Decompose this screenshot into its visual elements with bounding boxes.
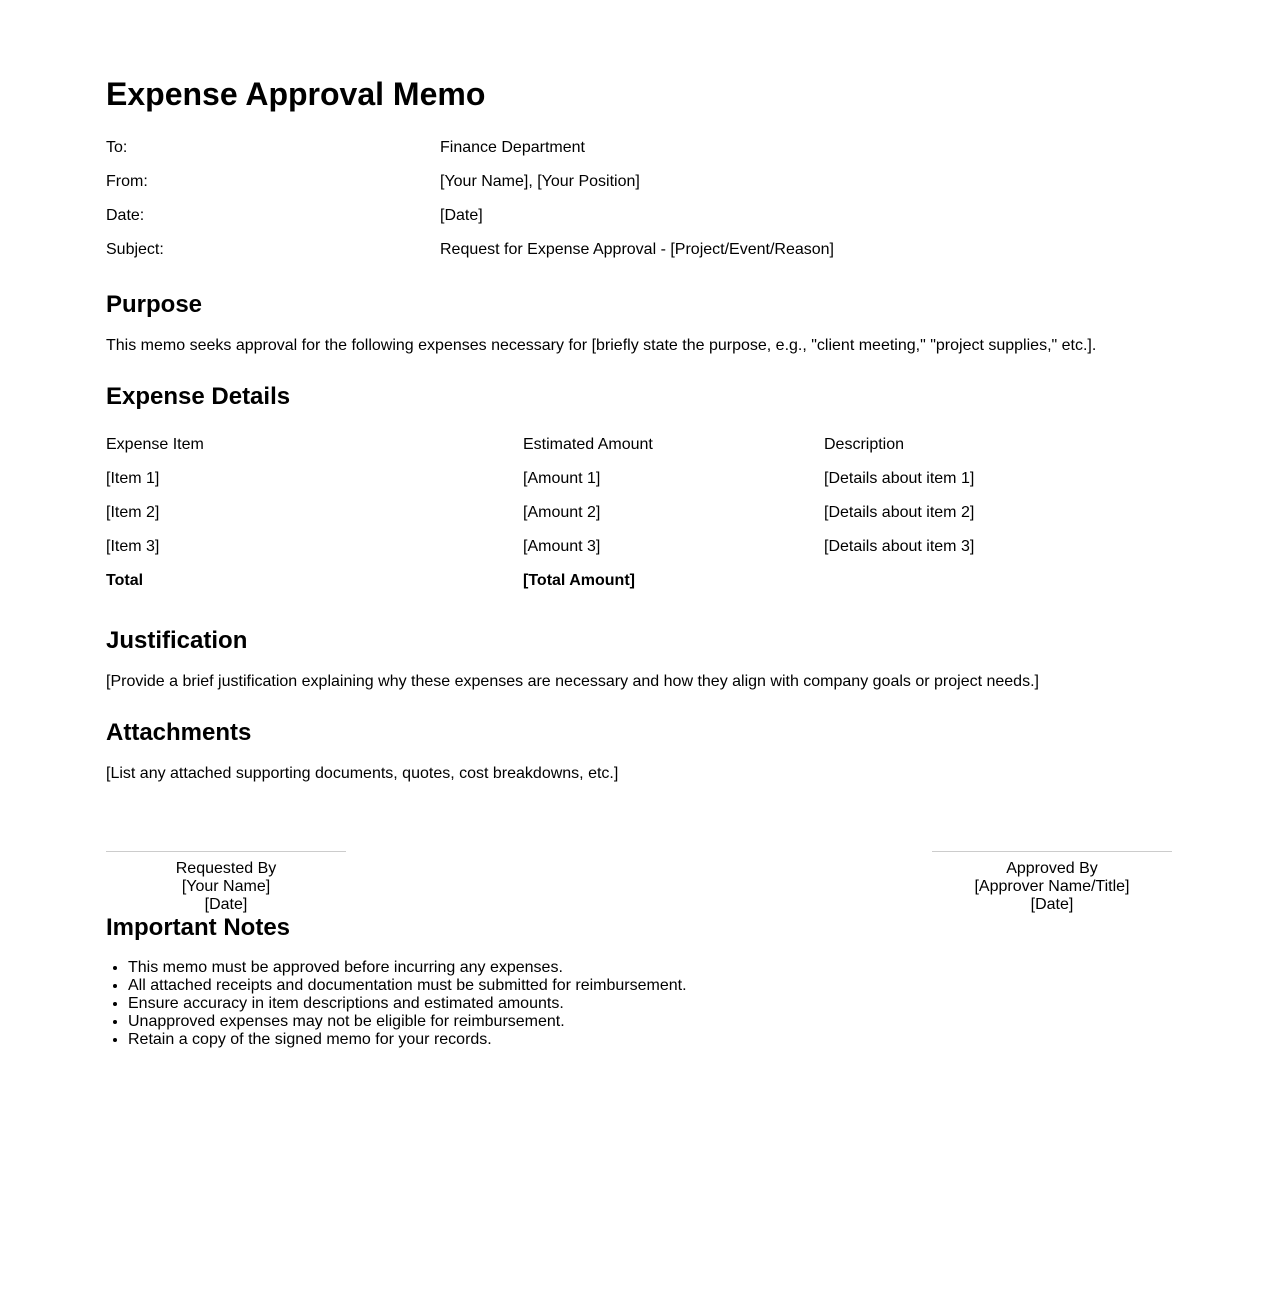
important-notes-list (106, 959, 687, 1049)
header-field-value: [Your Name], [Your Position] (440, 173, 640, 190)
column-header-estimated-amount: Estimated Amount (523, 436, 653, 453)
list-item: • Unapproved expenses may not be eligible for reimbursement. (128, 1013, 687, 1031)
table-row (106, 462, 1172, 496)
memo-title: Expense Approval Memo (106, 76, 486, 112)
column-header-expense-item: Expense Item (106, 436, 204, 453)
list-item: • This memo must be approved before incurring any expenses. (128, 959, 687, 977)
memo-header-fields (106, 131, 1172, 267)
header-field-row (106, 165, 1172, 199)
attachments-text: [List any attached supporting documents, quotes, cost breakdowns, etc.] (106, 765, 619, 782)
header-field-label: To: (106, 139, 128, 156)
table-row (106, 496, 1172, 530)
expense-amount-cell: [Amount 2] (523, 504, 601, 521)
column-header-description: Description (824, 436, 905, 453)
header-field-row (106, 199, 1172, 233)
expense-description-cell: [Details about item 1] (824, 470, 975, 487)
expense-table-header (106, 428, 1172, 462)
signature-role: Requested By (175, 860, 277, 877)
list-item: • All attached receipts and documentation must be submitted for reimbursement. (128, 977, 687, 995)
expense-details-heading: Expense Details (106, 383, 291, 410)
expense-description-cell: [Details about item 2] (824, 504, 975, 521)
expense-table (106, 428, 1172, 598)
signature-name: [Approver Name/Title] (974, 878, 1130, 895)
important-notes-heading: Important Notes (106, 914, 291, 941)
header-field-value: [Date] (440, 207, 483, 224)
total-amount: [Total Amount] (523, 572, 635, 589)
header-field-label: From: (106, 173, 148, 190)
expense-amount-cell: [Amount 1] (523, 470, 601, 487)
total-row (106, 564, 1172, 598)
list-item: • Ensure accuracy in item descriptions and estimated amounts. (128, 995, 687, 1013)
list-item: • Retain a copy of the signed memo for your records. (128, 1031, 687, 1049)
signature-name: [Your Name] (181, 878, 271, 895)
signature-date: [Date] (204, 896, 248, 913)
expense-item-cell: [Item 3] (106, 538, 160, 555)
signature-role: Approved By (1006, 860, 1098, 877)
total-description-cell (824, 564, 1172, 598)
expense-item-cell: [Item 1] (106, 470, 160, 487)
justification-text: [Provide a brief justification explaining why these expenses are necessary and how they align with company goals or project needs.] (106, 673, 1039, 690)
header-field-label: Subject: (106, 241, 164, 258)
purpose-text: This memo seeks approval for the following expenses necessary for [briefly state the purpose, e.g., "client meeting," "project supplies," etc.]. (106, 337, 1097, 354)
expense-amount-cell: [Amount 3] (523, 538, 601, 555)
header-field-value: Finance Department (440, 139, 585, 156)
requested-by-signature (106, 851, 346, 914)
signature-date: [Date] (1030, 896, 1074, 913)
purpose-heading: Purpose (106, 291, 203, 318)
attachments-heading: Attachments (106, 719, 252, 746)
total-label: Total (106, 572, 144, 589)
expense-item-cell: [Item 2] (106, 504, 160, 521)
header-field-label: Date: (106, 207, 145, 224)
header-field-value: Request for Expense Approval - [Project/Event/Reason] (440, 241, 834, 258)
approved-by-signature (932, 851, 1172, 914)
justification-heading: Justification (106, 627, 248, 654)
header-field-row (106, 131, 1172, 165)
table-row (106, 530, 1172, 564)
expense-description-cell: [Details about item 3] (824, 538, 975, 555)
header-field-row (106, 233, 1172, 267)
